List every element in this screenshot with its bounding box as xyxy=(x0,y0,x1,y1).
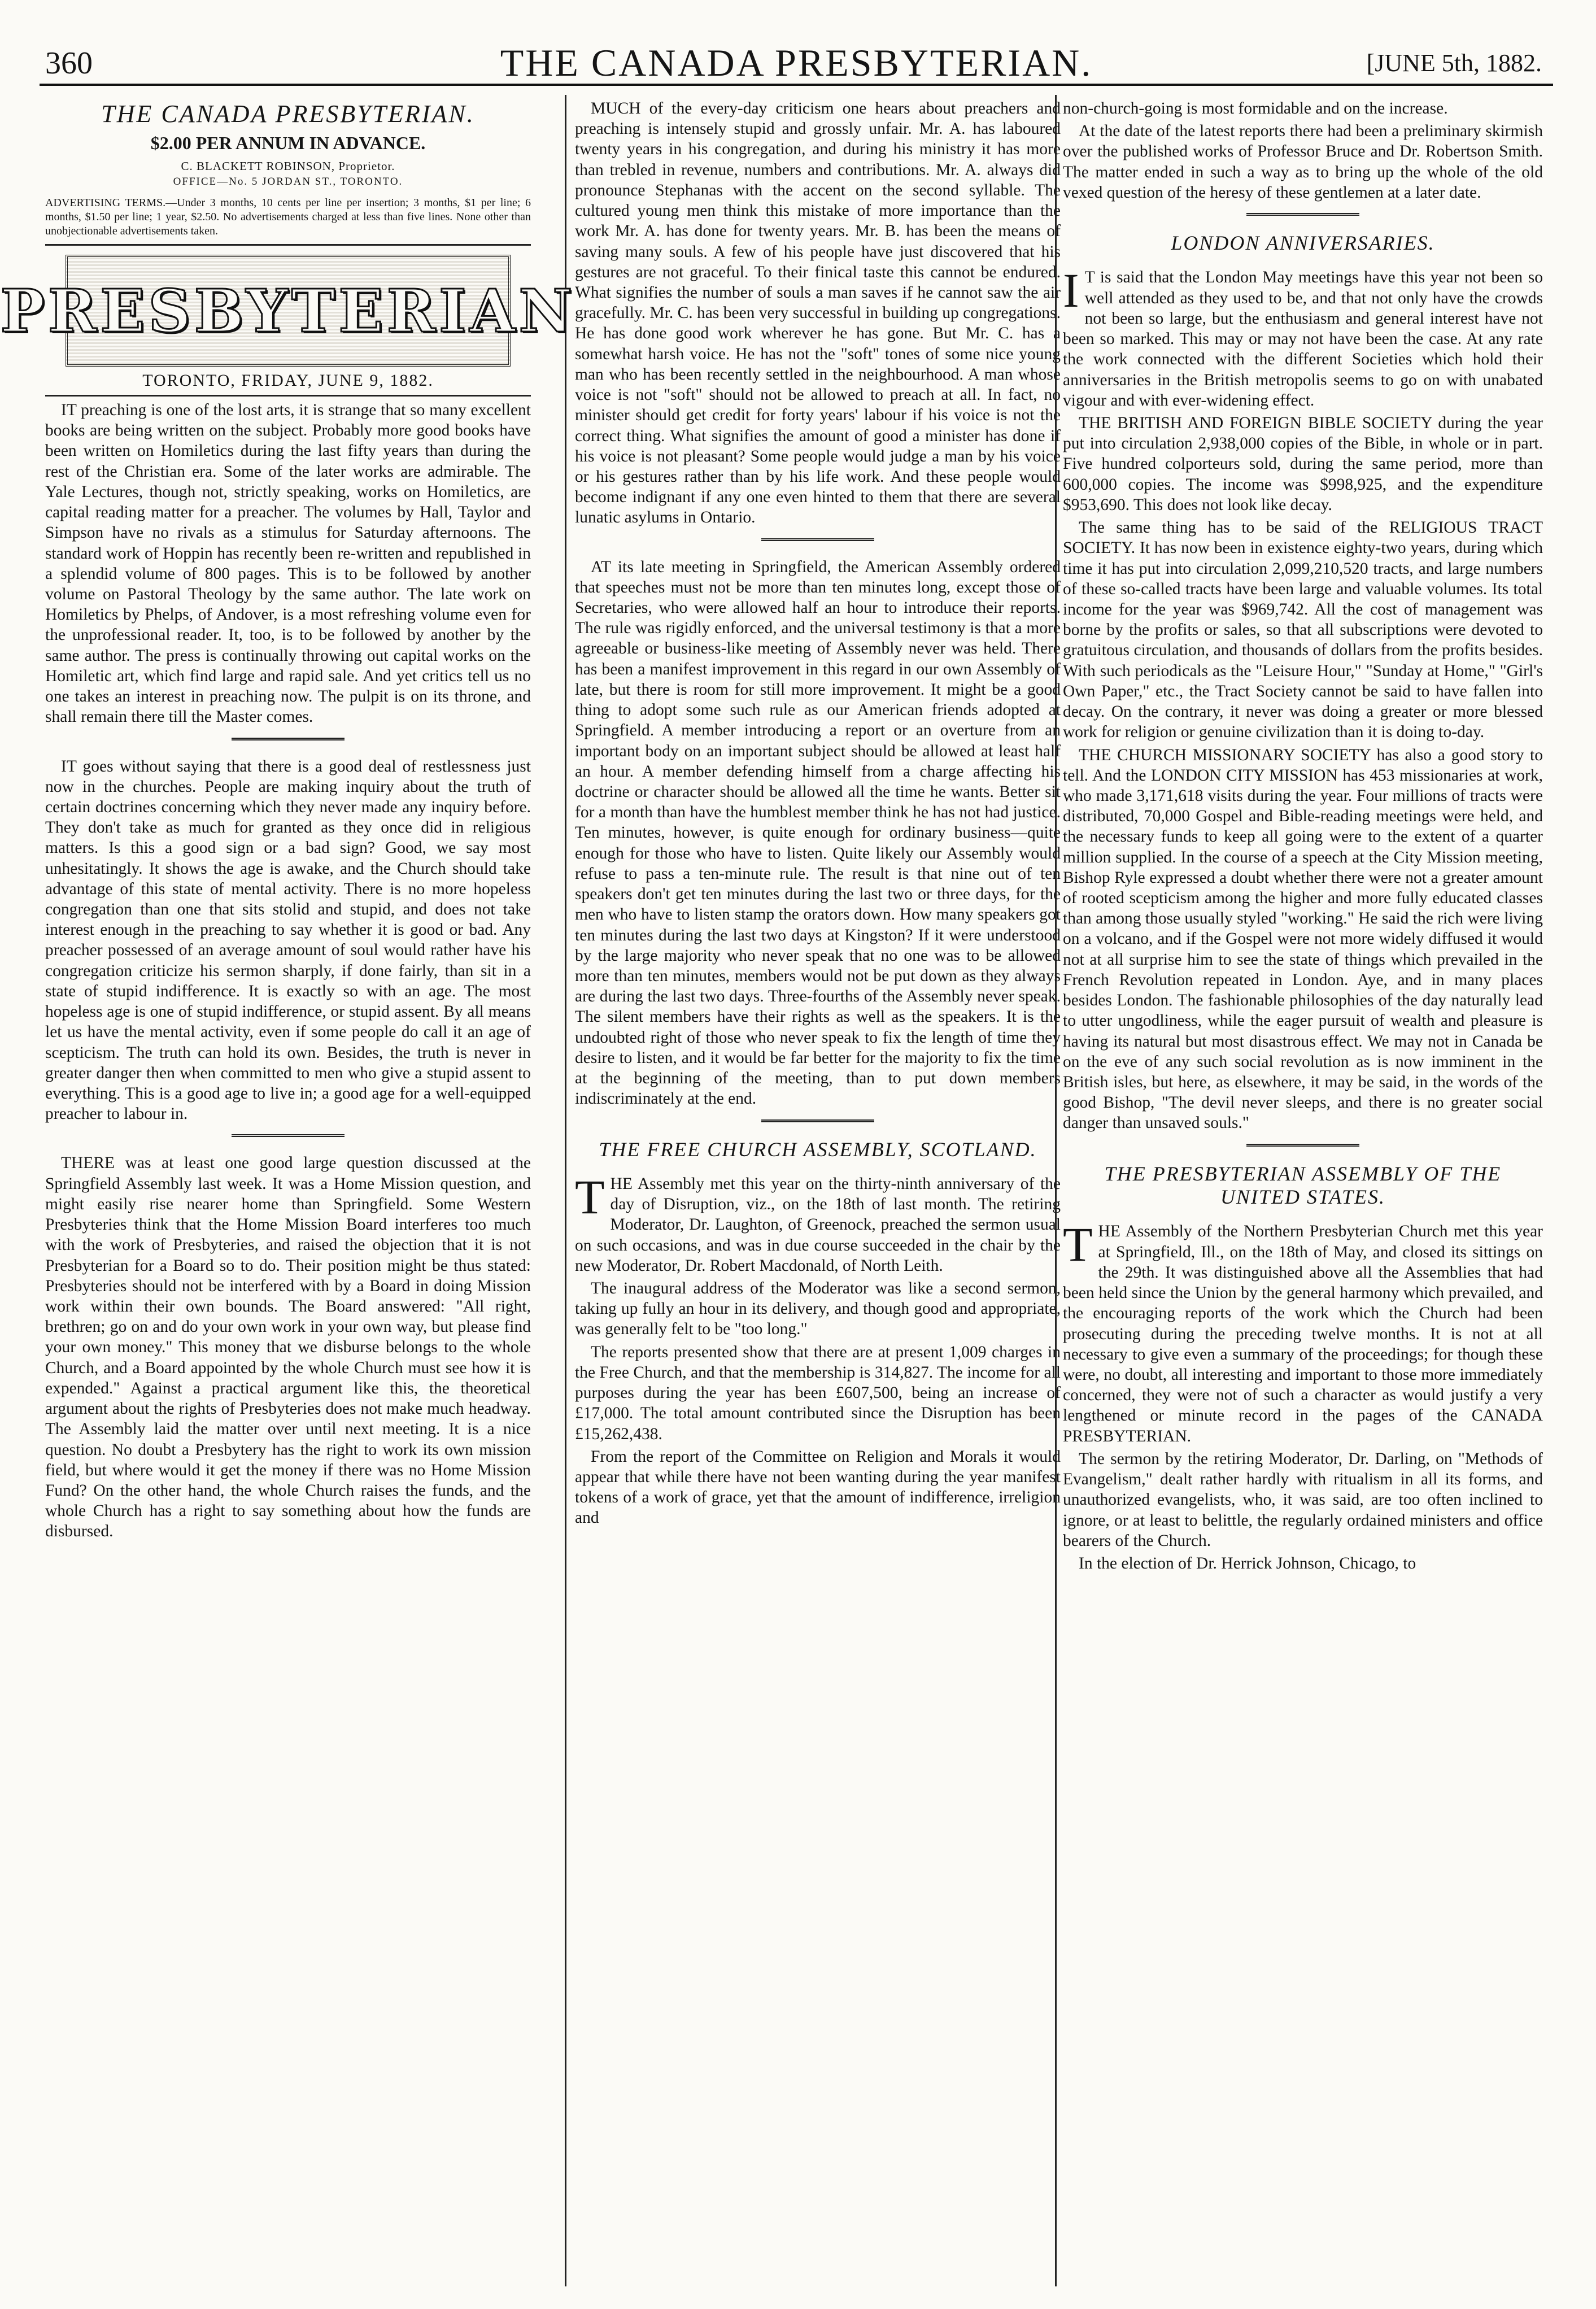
column-left xyxy=(0,95,576,2286)
article-heading-us-assembly: THE PRESBYTERIAN ASSEMBLY OF THE UNITED STATES. xyxy=(1104,1162,1502,1209)
article-paragraph xyxy=(1063,1217,1543,1446)
article-paragraph: The same thing has to be said of the RELIGIOUS TRACT SOCIETY. It has now been in existence eighty-two years, during which time it has put into circulation 2,099,210,520 tracts, and large numbers of these so-called tracts have been large and valuable volumes. Its total income for the year was $969,742. All the cost of management was borne by the profits or sales, so that all subscriptions were devoted to gratuitous circulation, and thousands of dollars from the profits besides. With such periodicals as the "Leisure Hour," "Sunday at Home," "Girl's Own Paper," etc., the Tract Society cannot be said to have fallen into decay. On the contrary, it never was doing a greater or more blessed work for religion or genuine civilization than it is doing to-day. xyxy=(1063,519,1543,742)
section-separator xyxy=(1246,213,1359,218)
article-heading-free-church: THE FREE CHURCH ASSEMBLY, SCOTLAND. xyxy=(599,1138,1037,1161)
issue-date: [JUNE 5th, 1882. xyxy=(1366,49,1542,77)
article-paragraph: non-church-going is most formidable and on the increase. xyxy=(1063,99,1448,117)
column-right xyxy=(1063,95,1543,2286)
article-paragraph xyxy=(575,1169,1061,1276)
publisher-line: C. BLACKETT ROBINSON, Proprietor. xyxy=(181,159,395,173)
section-separator xyxy=(1246,1144,1359,1149)
logo-lettering: PRESBYTERIAN xyxy=(0,276,576,346)
masthead-title: THE CANADA PRESBYTERIAN. xyxy=(101,100,475,128)
article-text: HE Assembly met this year on the thirty-ninth anniversary of the day of Disruption, viz., on the 18th of last month. The retiring Moderator, Dr. Laughton, of Greenock, preached the sermon usual on such occasions, and was in due course succeeded in the chair by the new Moderator, Dr. Robert Macdonald, of North Leith. xyxy=(575,1174,1061,1275)
subscription-price: $2.00 PER ANNUM IN ADVANCE. xyxy=(150,133,426,153)
page-header xyxy=(40,35,1553,84)
article-heading-london: LONDON ANNIVERSARIES. xyxy=(1171,232,1435,255)
dateline: TORONTO, FRIDAY, JUNE 9, 1882. xyxy=(45,371,531,397)
drop-cap: I xyxy=(1063,263,1079,318)
article-paragraph: In the election of Dr. Herrick Johnson, Chicago, to xyxy=(1079,1554,1416,1572)
article-paragraph: From the report of the Committee on Religion and Morals it would appear that while there have not been wanting during the year manifest tokens of a work of grace, yet that the amount of indifference, irreligion and xyxy=(575,1447,1061,1527)
section-separator xyxy=(761,538,874,543)
editorial-paragraph: MUCH of the every-day criticism one hears about preachers and preaching is intensely stupid and grossly unfair. Mr. A. has laboured twenty years in his congregation, and during his ministry it has more than trebled in revenue, numbers and contributions. Mr. A. always did pronounce Stephanas with the accent on the second syllable. The cultured young men think this mistake of more importance than the work Mr. A. has done for twenty years. Mr. B. has been the means of saving many souls. A few of his people have just discovered that his gestures are not graceful. To their finical taste this cannot be endured. What signifies the number of souls a man saves if he cannot saw the air gracefully. Mr. C. has been very successful in building up congregations. He has done good work wherever he has gone. But Mr. C. has a somewhat harsh voice. He has not the "soft" tones of some nice young man who has been recently settled in the neighbourhood. A man whose voice is not "soft" should not be allowed to preach at all. In fact, no minister should get credit for forty years' labour if his voice is not the correct thing. What signifies the amount of good a minister has done if his voice is not pleasant? Some people would judge a man by his voice or his gestures rather than by his life work. And these people would become indignant if any one even hinted to them that there are several lunatic asylums in Ontario. xyxy=(575,99,1061,527)
article-paragraph: At the date of the latest reports there had been a preliminary skirmish over the published works of Professor Bruce and Dr. Robertson Smith. The matter ended in such a way as to bring up the whole of the old vexed question of the heresy of these gentlemen at a later date. xyxy=(1063,122,1543,202)
section-separator xyxy=(232,738,345,743)
masthead xyxy=(45,99,531,246)
column-middle xyxy=(575,95,1061,2286)
drop-cap: T xyxy=(575,1169,605,1224)
article-text: HE Assembly of the Northern Presbyterian Church met this year at Springfield, Ill., on the 18th of May, and closed its sittings on the 29th. It was distinguished above all the Assemblies that had been held since the Union by the general harmony which prevailed, and the encouraging reports of the work which the Church had been prosecuting during the preceding twelve months. It is not at all necessary to give even a summary of the proceedings; for though these were, no doubt, all interesting and important to those more immediately concerned, they were not of such a character as would justify a very lengthened or minute record in the pages of the CANADA PRESBYTERIAN. xyxy=(1063,1222,1543,1445)
article-paragraph: The sermon by the retiring Moderator, Dr. Darling, on "Methods of Evangelism," dealt rather hardly with ritualism in all its forms, and unauthorized evangelists, who, it was said, are too often inclined to ignore, or at least to belittle, the regularly ordained ministers and office bearers of the Church. xyxy=(1063,1449,1543,1550)
section-separator xyxy=(232,1134,345,1139)
article-text: T is said that the London May meetings have this year not been so well attended as they used to be, and that not only have the crowds not been so large, but the enthusiasm and general interest have not been so marked. This may or may not have been the case. At any rate the work connected with the different Societies which hold their anniversaries in the British metropolis seems to go on with unabated vigour and with ever-widening effect. xyxy=(1063,268,1543,409)
presbyterian-logo xyxy=(0,255,576,367)
column-divider xyxy=(565,95,566,2286)
newspaper-title: THE CANADA PRESBYTERIAN. xyxy=(500,41,1093,84)
drop-cap: T xyxy=(1063,1217,1093,1272)
article-paragraph: THE CHURCH MISSIONARY SOCIETY has also a good story to tell. And the LONDON CITY MISSION has 453 missionaries at work, who made 3,171,618 visits during the year. Four millions of tracts were distributed, 70,000 Gospel and Bible-reading meetings were held, and the necessary funds to keep all going were to the extent of a quarter million supplied. In the course of a speech at the City Mission meeting, Bishop Ryle expressed a doubt whether there were not a greater amount of rooted scepticism among the higher and more fully educated classes than among those usually styled "working." He said the rich were living on a volcano, and if the Gospel were not more widely diffused it would not at all surprise him to see the state of things which prevailed in the French Revolution repeated in London. Aye, and in many places besides London. The fashionable philosophies of the day naturally lead to utter ungodliness, while the eager pursuit of wealth and pleasure is having its natural but most disastrous effect. We may not in Canada be on the eve of any such social revolution as is now imminent in the British isles, but here, as elsewhere, it may be said, in the words of the good Bishop, "The devil never sleeps, and there is no greater social danger than unsaved souls." xyxy=(1063,746,1543,1132)
header-rule xyxy=(40,84,1553,86)
article-paragraph: THE BRITISH AND FOREIGN BIBLE SOCIETY during the year put into circulation 2,938,000 copies of the Bible, in whole or in part. Five hundred colporteurs sold, during the same period, more than 600,000 copies. The income was $998,925, and the expenditure $953,690. This does not look like decay. xyxy=(1063,414,1543,514)
advertising-terms: ADVERTISING TERMS.—Under 3 months, 10 cents per line per insertion; 3 months, $1 per line; 6 months, $1.50 per line; 1 year, $2.50. No advertisements charged at less than five lines. None other than unobjectionable advertisements taken. xyxy=(45,197,531,237)
article-paragraph: The reports presented show that there are at present 1,009 charges in the Free Church, and that the membership is 314,827. The income for all purposes during the year has been £607,500, being an increase of £17,000. The total amount contributed since the Disruption has been £15,262,438. xyxy=(575,1343,1061,1443)
page-number: 360 xyxy=(45,46,93,81)
article-paragraph xyxy=(1063,263,1543,411)
section-separator xyxy=(761,1119,874,1125)
article-paragraph: The inaugural address of the Moderator was like a second sermon, taking up fully an hour in its delivery, and though good and appropriate, was generally felt to be "too long." xyxy=(575,1279,1061,1339)
editorial-paragraph: AT its late meeting in Springfield, the American Assembly ordered that speeches must not be more than ten minutes long, except those of Secretaries, who were allowed half an hour to introduce their reports. The rule was rigidly enforced, and the universal testimony is that a more agreeable or business-like meeting of Assembly never was held. There has been a manifest improvement in this regard in our own Assembly of late, but there is room for still more improvement. It might be a good thing to adopt some such rule as our American friends adopted at Springfield. A member introducing a report or an overture from an important body on an important subject should be allowed at least half an hour. A member defending himself from a charge affecting his doctrine or character should be allowed all the time he wants. Better sit for a month than have the humblest member think he has not had justice. Ten minutes, however, is quite enough for ordinary business—quite enough for those who have to listen. Quite likely our Assembly would refuse to pass a ten-minute rule. The result is that nine out of ten speakers don't get ten minutes during the last two or three days, for the men who have to listen stamp the orators down. How many speakers got ten minutes during the last two days at Kingston? If it were understood by the large majority who never speak that no one was to be allowed more than ten minutes, members would not be put down as they always are during the last two days. Three-fourths of the Assembly never speak. The silent members have their rights as well as the speakers. It is the undoubted right of those who never speak to fix the length of time they desire to listen, and it would be far better for the majority to fix the time at the beginning of the meeting, than to put down members indiscriminately at the end. xyxy=(575,557,1061,1108)
editorial-paragraph: IT goes without saying that there is a good deal of restlessness just now in the churches. People are making inquiry about the truth of certain doctrines concerning which they never made any inquiry before. They don't take as much for granted as they once did in religious matters. Is this a good sign or a bad sign? Good, we say most unhesitatingly. It shows the age is awake, and the Church should take advantage of this state of mental activity. There is no more hopeless congregation than one that sits stolid and stupid, and does not take interest enough in the preaching to say whether it is good or bad. Any preacher possessed of an average amount of soul would rather have his congregation criticize his sermon sharply, if done fairly, than sit in a state of stupid indifference. It is exactly so with an age. The most hopeless age is one of stupid indifference, or stupid assent. By all means let us have the mental activity, even if some people do call it an age of scepticism. The truth can hold its own. Besides, the truth is never in greater danger then when committed to men who give a stupid assent to everything. This is a good age to live in; a good age for a well-equipped preacher to labour in. xyxy=(45,757,531,1123)
editorial-paragraph: THERE was at least one good large question discussed at the Springfield Assembly last week. It was a Home Mission question, and might easily rise nearer home than Springfield. Some Western Presbyteries think that the Home Mission Board interferes too much with the work of Presbyteries, and raised the objection that it is not Presbyterian for a Board so to do. Their position might be thus stated: Presbyteries should not be interfered with by a Board in doing Mission work within their own bounds. The Board answered: "All right, brethren; go on and do your own work in your own way, but please find your own money." This money that we disburse belongs to the whole Church, and a Board appointed by the whole Church must see how it is expended." Against a practical argument like this, the theoretical argument about the rights of Presbyteries does not make much headway. The Assembly laid the matter over until next meeting. It is a nice question. No doubt a Presbytery has the right to work its own mission field, but where would it get the money if there was no Home Mission Fund? On the other hand, the whole Church raises the funds, and the whole Church has a right to say something about how the funds are disbursed. xyxy=(45,1154,531,1541)
editorial-paragraph: IT preaching is one of the lost arts, it is strange that so many excellent books are being written on the subject. Probably more good books have been written on Homiletics during the last fifty years than during the rest of the Christian era. Some of the later works are admirable. The Yale Lectures, though not, strictly speaking, works on Homiletics, are capital reading matter for a preacher. The volumes by Hall, Taylor and Simpson have no rivals as a stimulus for Saturday afternoons. The standard work of Hoppin has recently been re-written and republished in a splendid volume of 800 pages. This is to be followed by another volume on Pastoral Theology by the same author. The late work on Homiletics by Phelps, of Andover, is a most refreshing volume even for the unprofessional reader. It, too, is to be followed by another by the same author. The press is continually throwing out capital works on the Homiletic art, which find large and rapid sale. And yet critics tell us no one takes an interest in preaching now. The pulpit is on its throne, and shall remain there till the Master comes. xyxy=(45,401,531,726)
office-address: OFFICE—No. 5 JORDAN ST., TORONTO. xyxy=(173,176,403,188)
